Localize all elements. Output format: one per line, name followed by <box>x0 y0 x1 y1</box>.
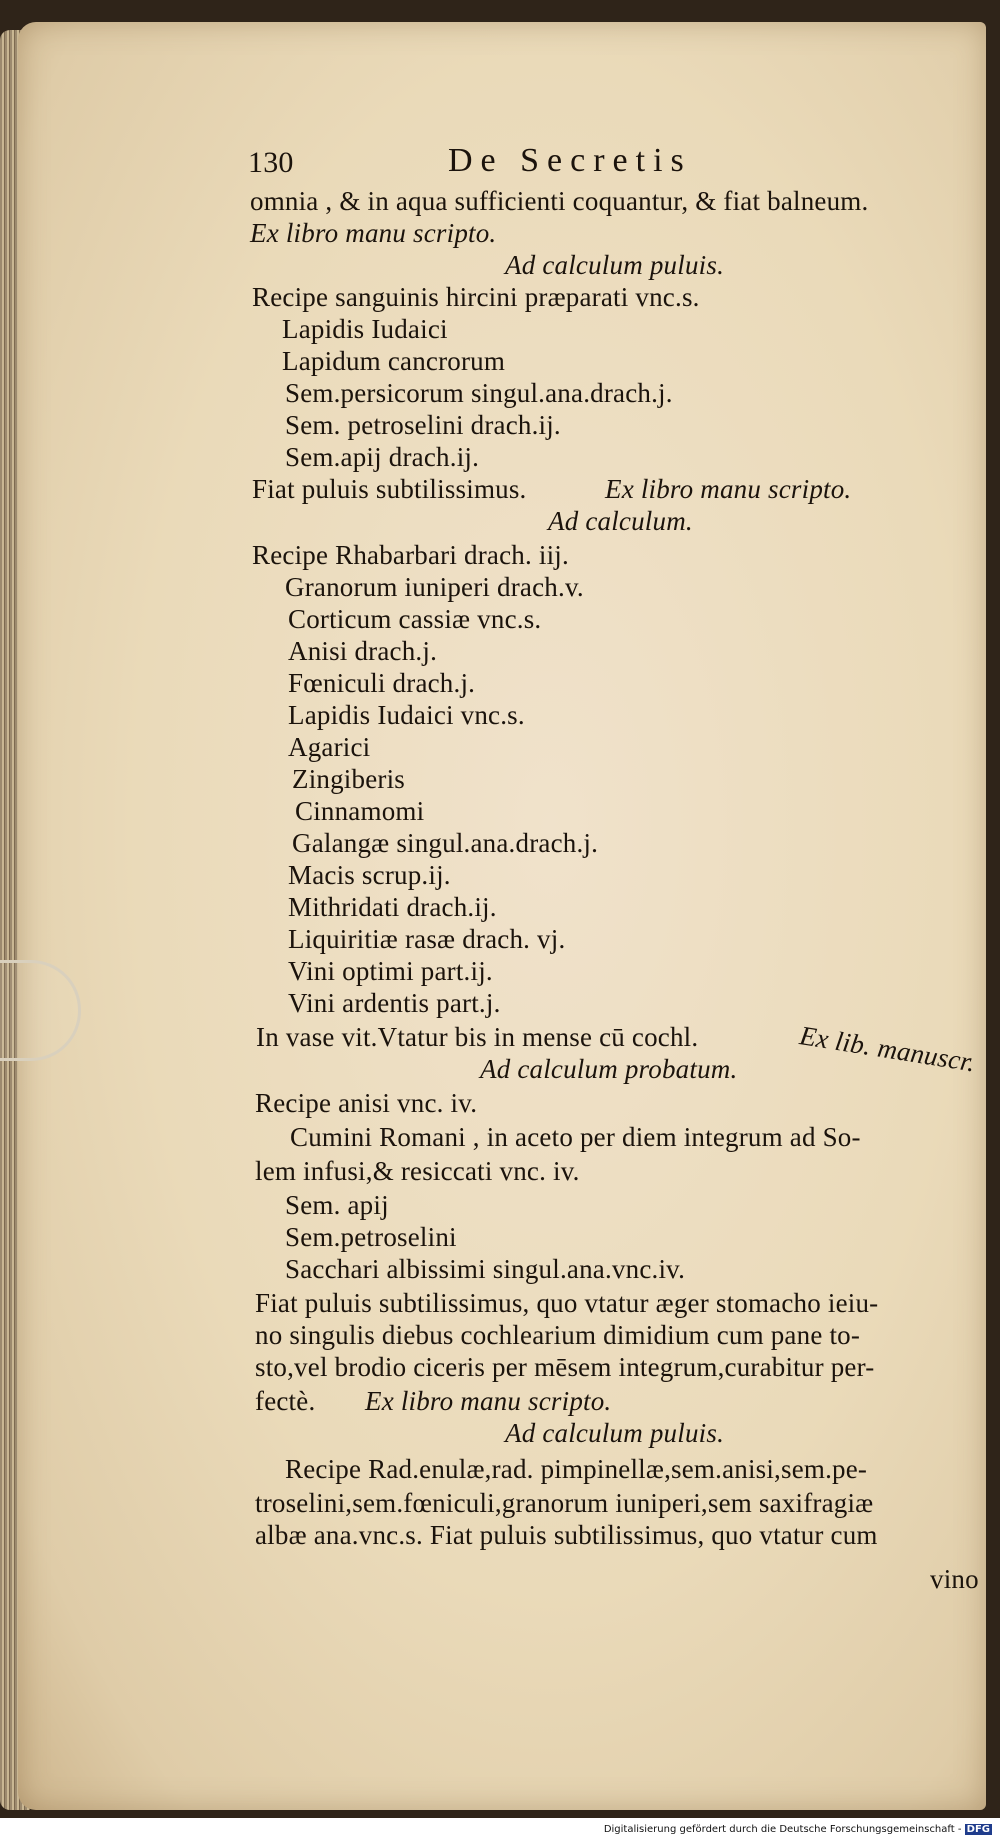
text-line: omnia , & in aqua sufficienti coquantur, & fiat balneum. <box>250 186 869 216</box>
section-heading: Ad calculum. <box>548 506 693 536</box>
text-line: Granorum iuniperi drach.v. <box>285 572 584 602</box>
text-line: Fiat puluis subtilissimus, quo vtatur æger stomacho ieiu- <box>255 1288 879 1318</box>
text-line: Cinnamomi <box>295 796 425 826</box>
text-line: Cumini Romani , in aceto per diem integrum ad So- <box>290 1122 861 1152</box>
text-line: Recipe Rhabarbari drach. iij. <box>252 540 569 570</box>
text-line: Liquiritiæ rasæ drach. vj. <box>288 924 566 954</box>
text-line: Macis scrup.ij. <box>288 860 451 890</box>
text-line: Corticum cassiæ vnc.s. <box>288 604 542 634</box>
text-line: Lapidis Iudaici <box>282 314 448 344</box>
text-line: Sem. petroselini drach.ij. <box>285 410 561 440</box>
section-heading: Ad calculum puluis. <box>505 250 725 280</box>
source-note: Ex libro manu scripto. <box>250 218 497 248</box>
text-line: Fiat puluis subtilissimus. <box>252 474 527 504</box>
text-line: sto,vel brodio ciceris per mēsem integrum,curabitur per- <box>255 1352 875 1382</box>
digitization-credit <box>604 1824 992 1835</box>
text-line: fectè. <box>255 1386 316 1416</box>
text-line: Mithridati drach.ij. <box>288 892 497 922</box>
text-line: Sacchari albissimi singul.ana.vnc.iv. <box>285 1254 686 1284</box>
page-number: 130 <box>248 146 294 179</box>
text-line: Recipe Rad.enulæ,rad. pimpinellæ,sem.anisi,sem.pe- <box>285 1454 868 1484</box>
text-line: no singulis diebus cochlearium dimidium cum pane to- <box>255 1320 861 1350</box>
section-heading: Ad calculum probatum. <box>480 1054 738 1084</box>
text-line: Fœniculi drach.j. <box>288 668 476 698</box>
text-line: Galangæ singul.ana.drach.j. <box>292 828 599 858</box>
text-line: Agarici <box>288 732 371 762</box>
text-line: troselini,sem.fœniculi,granorum iuniperi,sem saxifragiæ <box>255 1488 874 1518</box>
running-title: De Secretis <box>448 142 692 179</box>
dfg-logo: DFG <box>966 1824 990 1835</box>
text-line: Anisi drach.j. <box>288 636 438 666</box>
source-note: Ex lib. manuscr. <box>797 1020 978 1078</box>
text-line: Zingiberis <box>292 764 405 794</box>
text-line: In vase vit.Vtatur bis in mense cū cochl. <box>256 1022 699 1052</box>
catchword: vino <box>930 1564 979 1594</box>
text-line: albæ ana.vnc.s. Fiat puluis subtilissimus, quo vtatur cum <box>255 1520 878 1550</box>
text-line: lem infusi,& resiccati vnc. iv. <box>255 1156 580 1186</box>
text-line: Vini ardentis part.j. <box>288 988 501 1018</box>
text-line: Vini optimi part.ij. <box>288 956 493 986</box>
source-note: Ex libro manu scripto. <box>365 1386 612 1416</box>
text-line: Recipe sanguinis hircini præparati vnc.s. <box>252 282 700 312</box>
text-line: Sem.petroselini <box>285 1222 457 1252</box>
source-note: Ex libro manu scripto. <box>605 474 852 504</box>
text-line: Sem.persicorum singul.ana.drach.j. <box>285 378 673 408</box>
text-line: Recipe anisi vnc. iv. <box>255 1088 478 1118</box>
text-line: Lapidis Iudaici vnc.s. <box>288 700 525 730</box>
credit-text: Digitalisierung gefördert durch die Deutsche Forschungsgemeinschaft - <box>603 1824 962 1835</box>
text-line: Sem. apij <box>285 1190 389 1220</box>
text-line: Sem.apij drach.ij. <box>285 442 480 472</box>
section-heading: Ad calculum puluis. <box>505 1418 725 1448</box>
text-line: Lapidum cancrorum <box>282 346 506 376</box>
